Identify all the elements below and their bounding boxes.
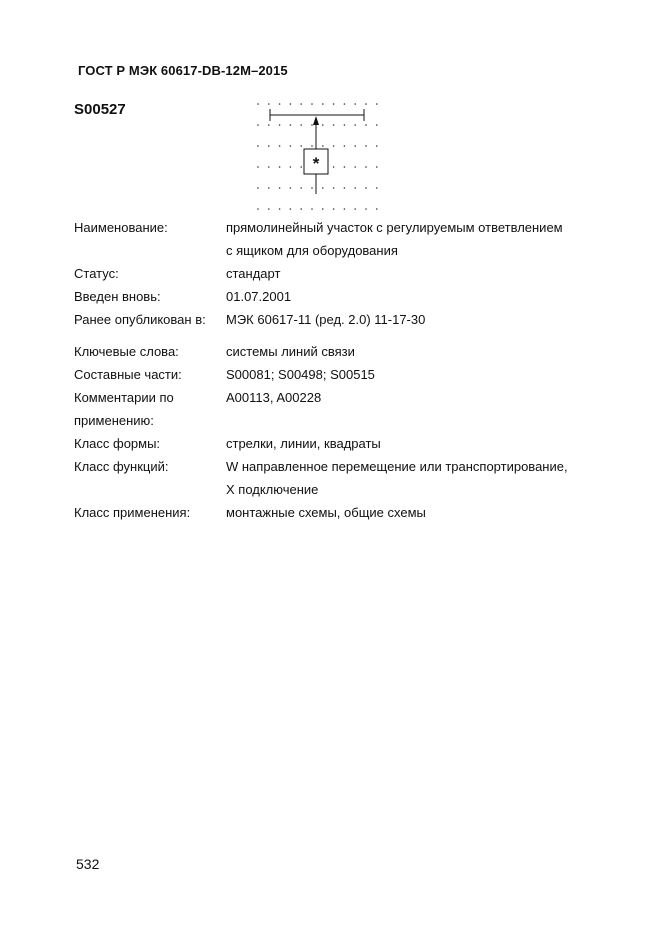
equipment-box-mark: * [312,154,320,173]
grid-dot [344,145,346,147]
grid-dot [300,145,302,147]
prop-value-line: A00113, A00228 [226,390,322,405]
grid-dot [257,103,259,105]
grid-dot [300,208,302,210]
grid-dot [344,124,346,126]
grid-dot [344,103,346,105]
prop-row-function-class [74,455,614,501]
prop-label: Введен вновь: [74,289,161,304]
grid-dot [333,166,335,168]
properties-table [74,216,614,524]
grid-dot [365,124,367,126]
prop-row-introduced [74,285,614,308]
grid-dot [322,124,324,126]
prop-label-line: применению: [74,413,154,428]
grid-dot [311,103,313,105]
prop-row-components [74,363,614,386]
grid-dot [311,145,313,147]
grid-dot [257,208,259,210]
grid-dot [311,124,313,126]
grid-dot [376,124,378,126]
prop-row-keywords [74,340,614,363]
grid-dot [290,103,292,105]
grid-dot [268,103,270,105]
grid-dot [279,103,281,105]
page-number: 532 [76,856,100,872]
grid-dot [279,145,281,147]
grid-dot [376,145,378,147]
grid-dot [300,166,302,168]
grid-dot [257,145,259,147]
grid-dot [290,208,292,210]
prop-row-shape-class [74,432,614,455]
grid-dot [257,166,259,168]
grid-dot [268,166,270,168]
grid-dot [333,124,335,126]
grid-dot [279,124,281,126]
prop-value-line: стандарт [226,266,281,281]
grid-dot [376,187,378,189]
prop-value-line: прямолинейный участок с регулируемым ответвлением [226,220,563,235]
grid-dot [257,124,259,126]
grid-dot [344,166,346,168]
grid-dot [365,187,367,189]
prop-row-name [74,216,614,262]
grid-dot [268,145,270,147]
prop-label: Класс формы: [74,436,161,451]
grid-dot [354,145,356,147]
prop-row-previously-published [74,308,614,331]
grid-dot [354,208,356,210]
grid-dot [279,208,281,210]
prop-label: Ключевые слова: [74,344,179,359]
prop-value-line: X подключение [226,482,319,497]
prop-value-line: стрелки, линии, квадраты [226,436,381,451]
grid-dot [311,187,313,189]
grid-dot [300,103,302,105]
prop-value-line: с ящиком для оборудования [226,243,398,258]
prop-label: Ранее опубликован в: [74,312,206,327]
grid-dot [376,208,378,210]
prop-label: Статус: [74,266,119,281]
grid-dot [290,145,292,147]
branch-arrowhead [313,116,319,125]
prop-value-line: S00081; S00498; S00515 [226,367,375,382]
grid-dot [290,124,292,126]
grid-dot [354,166,356,168]
prop-value-line: системы линий связи [226,344,355,359]
prop-label: Класс применения: [74,505,191,520]
grid-dot [344,187,346,189]
prop-row-status [74,262,614,285]
straight-line-section-with-adjustable-branch-and-equipment-box-icon [270,109,364,194]
grid-dot [279,187,281,189]
grid-dot [333,103,335,105]
grid-dot [365,166,367,168]
grid-dot [300,187,302,189]
prop-label: Наименование: [74,220,168,235]
grid-dot [344,208,346,210]
grid-dot [365,208,367,210]
grid-dot [333,187,335,189]
prop-value-line: МЭК 60617-11 (ред. 2.0) 11-17-30 [226,312,426,327]
grid-dot [268,187,270,189]
prop-value-line: 01.07.2001 [226,289,292,304]
grid-dot [322,187,324,189]
grid-dot [311,208,313,210]
grid-dot [322,145,324,147]
grid-dot [268,124,270,126]
grid-dot [268,208,270,210]
grid-dot [290,166,292,168]
symbol-code: S00527 [74,101,126,118]
symbol-figure [250,98,390,216]
grid-dot [300,124,302,126]
grid-dot [354,187,356,189]
prop-row-application-class [74,501,614,524]
grid-dot [376,103,378,105]
prop-value-line: монтажные схемы, общие схемы [226,505,426,520]
document-header: ГОСТ Р МЭК 60617-DB-12M–2015 [78,63,288,78]
grid-dot [365,145,367,147]
prop-row-application-notes [74,386,614,432]
grid-dot [354,103,356,105]
grid-dot [376,166,378,168]
prop-label-line: Комментарии по [74,390,174,405]
grid-dot [322,103,324,105]
prop-label: Класс функций: [74,459,169,474]
prop-value-line: W направленное перемещение или транспортирование, [226,459,568,474]
grid-dot [365,103,367,105]
grid-dot [322,208,324,210]
grid-dot [290,187,292,189]
grid-dot [333,145,335,147]
grid-dot [257,187,259,189]
grid-dot [354,124,356,126]
grid-dot [333,208,335,210]
grid-dot [279,166,281,168]
prop-label: Составные части: [74,367,182,382]
